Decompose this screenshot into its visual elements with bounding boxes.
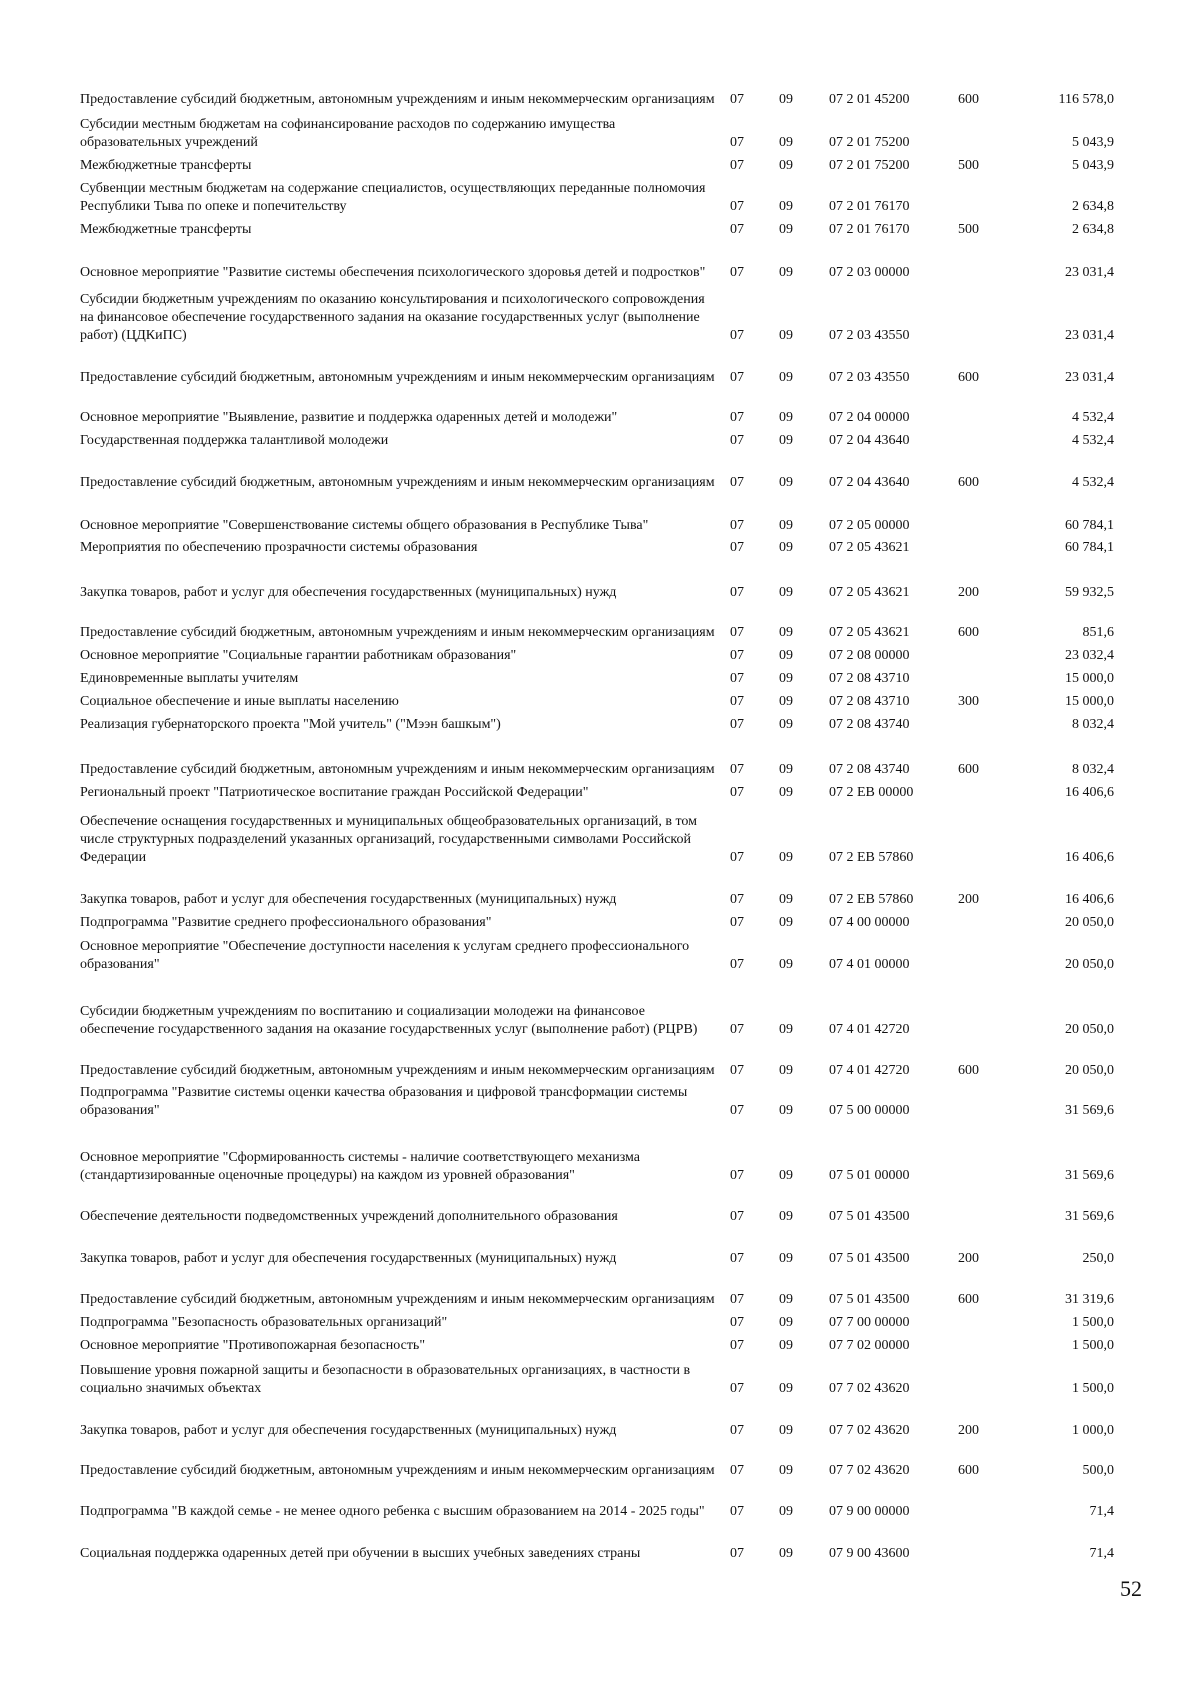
row-target-item: 07 5 01 43500 (829, 1292, 910, 1307)
table-row (0, 1483, 1200, 1563)
row-name: Подпрограмма "Развитие среднего профессионального образования" (80, 915, 492, 930)
row-section: 07 (730, 433, 744, 448)
row-amount: 5 043,9 (1072, 158, 1114, 173)
row-name: Предоставление субсидий бюджетным, автономным учреждениям и иным некоммерческим организациям (80, 625, 715, 640)
row-target-item: 07 2 EB 00000 (829, 785, 914, 800)
row-subsection: 09 (779, 433, 793, 448)
row-expense-type: 600 (958, 370, 979, 385)
row-subsection: 09 (779, 518, 793, 533)
row-amount: 15 000,0 (1065, 694, 1114, 709)
row-subsection: 09 (779, 265, 793, 280)
row-target-item: 07 7 00 00000 (829, 1315, 910, 1330)
row-subsection: 09 (779, 1251, 793, 1266)
row-amount: 31 569,6 (1065, 1168, 1114, 1183)
row-target-item: 07 2 04 43640 (829, 433, 910, 448)
row-target-item: 07 2 EB 57860 (829, 892, 914, 907)
row-amount: 20 050,0 (1065, 1022, 1114, 1037)
row-subsection: 09 (779, 585, 793, 600)
row-section: 07 (730, 158, 744, 173)
row-subsection: 09 (779, 1504, 793, 1519)
row-name: Закупка товаров, работ и услуг для обеспечения государственных (муниципальных) нужд (80, 1251, 617, 1266)
row-subsection: 09 (779, 1546, 793, 1561)
row-amount: 1 500,0 (1072, 1381, 1114, 1396)
row-section: 07 (730, 410, 744, 425)
row-target-item: 07 4 01 00000 (829, 957, 910, 972)
row-section: 07 (730, 1504, 744, 1519)
row-subsection: 09 (779, 762, 793, 777)
row-section: 07 (730, 1168, 744, 1183)
row-subsection: 09 (779, 410, 793, 425)
row-target-item: 07 2 05 43621 (829, 625, 910, 640)
row-target-item: 07 2 01 75200 (829, 158, 910, 173)
row-amount: 59 932,5 (1065, 585, 1114, 600)
row-amount: 4 532,4 (1072, 410, 1114, 425)
row-subsection: 09 (779, 540, 793, 555)
row-amount: 23 031,4 (1065, 370, 1114, 385)
row-amount: 20 050,0 (1065, 1063, 1114, 1078)
row-section: 07 (730, 850, 744, 865)
row-subsection: 09 (779, 1063, 793, 1078)
row-amount: 1 500,0 (1072, 1338, 1114, 1353)
row-subsection: 09 (779, 135, 793, 150)
row-name: Основное мероприятие "Сформированность системы - наличие соответствующего механизма (стандартизированные оценочные процедуры) на каждом из уровней образования" (80, 1150, 641, 1183)
row-amount: 1 500,0 (1072, 1315, 1114, 1330)
row-name: Субсидии бюджетным учреждениям по воспитанию и социализации молодежи на финансовое обеспечение государственного задания на оказание государственных услуг (выполнение работ) (РЦРВ) (80, 1004, 698, 1037)
row-target-item: 07 2 08 43740 (829, 717, 910, 732)
row-expense-type: 600 (958, 625, 979, 640)
row-section: 07 (730, 785, 744, 800)
row-subsection: 09 (779, 222, 793, 237)
row-target-item: 07 5 01 43500 (829, 1251, 910, 1266)
row-amount: 4 532,4 (1072, 433, 1114, 448)
row-amount: 23 031,4 (1065, 265, 1114, 280)
row-section: 07 (730, 199, 744, 214)
row-section: 07 (730, 1463, 744, 1478)
row-name: Закупка товаров, работ и услуг для обеспечения государственных (муниципальных) нужд (80, 585, 617, 600)
row-target-item: 07 4 01 42720 (829, 1022, 910, 1037)
row-section: 07 (730, 1423, 744, 1438)
row-name: Межбюджетные трансферты (80, 222, 252, 237)
row-subsection: 09 (779, 785, 793, 800)
row-section: 07 (730, 265, 744, 280)
page-number: 52 (1120, 1576, 1142, 1601)
row-target-item: 07 7 02 43620 (829, 1381, 910, 1396)
row-section: 07 (730, 892, 744, 907)
row-amount: 16 406,6 (1065, 892, 1114, 907)
row-section: 07 (730, 1292, 744, 1307)
row-expense-type: 300 (958, 694, 979, 709)
row-expense-type: 500 (958, 222, 979, 237)
row-target-item: 07 5 00 00000 (829, 1103, 910, 1118)
row-section: 07 (730, 625, 744, 640)
row-target-item: 07 2 EB 57860 (829, 850, 914, 865)
row-subsection: 09 (779, 694, 793, 709)
row-amount: 71,4 (1089, 1504, 1114, 1519)
row-name: Предоставление субсидий бюджетным, автономным учреждениям и иным некоммерческим организациям (80, 92, 715, 107)
row-amount: 4 532,4 (1072, 475, 1114, 490)
row-target-item: 07 2 08 43710 (829, 694, 910, 709)
row-name: Закупка товаров, работ и услуг для обеспечения государственных (муниципальных) нужд (80, 1423, 617, 1438)
row-name: Предоставление субсидий бюджетным, автономным учреждениям и иным некоммерческим организациям (80, 1292, 715, 1307)
row-subsection: 09 (779, 892, 793, 907)
row-subsection: 09 (779, 957, 793, 972)
row-target-item: 07 2 05 43621 (829, 585, 910, 600)
row-subsection: 09 (779, 1338, 793, 1353)
row-target-item: 07 2 01 76170 (829, 199, 910, 214)
row-name: Подпрограмма "Развитие системы оценки качества образования и цифровой трансформации системы образования" (80, 1085, 688, 1118)
row-amount: 250,0 (1082, 1251, 1114, 1266)
row-expense-type: 200 (958, 1251, 979, 1266)
row-subsection: 09 (779, 1022, 793, 1037)
row-target-item: 07 2 03 00000 (829, 265, 910, 280)
row-subsection: 09 (779, 1292, 793, 1307)
row-name: Субсидии бюджетным учреждениям по оказанию консультирования и психологического сопровождения на финансовое обеспечение государственного задания на оказание государственных услуг (выполнение работ) (ЦДКиПС) (80, 292, 705, 343)
row-target-item: 07 4 00 00000 (829, 915, 910, 930)
row-target-item: 07 2 05 43621 (829, 540, 910, 555)
row-subsection: 09 (779, 625, 793, 640)
row-section: 07 (730, 762, 744, 777)
row-amount: 23 032,4 (1065, 648, 1114, 663)
row-amount: 23 031,4 (1065, 328, 1114, 343)
row-name: Основное мероприятие "Обеспечение доступности населения к услугам среднего профессионального образования" (80, 939, 690, 972)
row-section: 07 (730, 1546, 744, 1561)
row-expense-type: 600 (958, 762, 979, 777)
row-amount: 2 634,8 (1072, 199, 1114, 214)
row-subsection: 09 (779, 328, 793, 343)
row-target-item: 07 2 05 00000 (829, 518, 910, 533)
row-target-item: 07 2 08 00000 (829, 648, 910, 663)
row-amount: 60 784,1 (1065, 518, 1114, 533)
row-subsection: 09 (779, 648, 793, 663)
row-amount: 20 050,0 (1065, 957, 1114, 972)
row-section: 07 (730, 648, 744, 663)
row-expense-type: 600 (958, 1463, 979, 1478)
row-target-item: 07 2 04 00000 (829, 410, 910, 425)
row-target-item: 07 9 00 43600 (829, 1546, 910, 1561)
row-subsection: 09 (779, 158, 793, 173)
row-target-item: 07 2 01 45200 (829, 92, 910, 107)
row-target-item: 07 5 01 00000 (829, 1168, 910, 1183)
row-section: 07 (730, 540, 744, 555)
row-section: 07 (730, 518, 744, 533)
row-amount: 31 319,6 (1065, 1292, 1114, 1307)
row-target-item: 07 7 02 43620 (829, 1423, 910, 1438)
row-section: 07 (730, 328, 744, 343)
row-amount: 16 406,6 (1065, 850, 1114, 865)
row-name: Предоставление субсидий бюджетным, автономным учреждениям и иным некоммерческим организациям (80, 475, 715, 490)
row-subsection: 09 (779, 915, 793, 930)
row-target-item: 07 4 01 42720 (829, 1063, 910, 1078)
row-section: 07 (730, 475, 744, 490)
row-expense-type: 600 (958, 475, 979, 490)
row-subsection: 09 (779, 1381, 793, 1396)
row-amount: 851,6 (1082, 625, 1114, 640)
row-name: Субвенции местным бюджетам на содержание специалистов, осуществляющих переданные полномочия Республики Тыва по опеке и попечительству (80, 181, 706, 214)
row-name: Предоставление субсидий бюджетным, автономным учреждениям и иным некоммерческим организациям (80, 762, 715, 777)
row-section: 07 (730, 585, 744, 600)
row-target-item: 07 2 03 43550 (829, 328, 910, 343)
row-subsection: 09 (779, 671, 793, 686)
row-amount: 1 000,0 (1072, 1423, 1114, 1438)
row-expense-type: 200 (958, 892, 979, 907)
row-section: 07 (730, 370, 744, 385)
row-target-item: 07 2 03 43550 (829, 370, 910, 385)
row-name: Основное мероприятие "Совершенствование системы общего образования в Республике Тыва" (80, 518, 649, 533)
row-subsection: 09 (779, 850, 793, 865)
row-name: Обеспечение деятельности подведомственных учреждений дополнительного образования (80, 1209, 618, 1224)
row-subsection: 09 (779, 1315, 793, 1330)
row-section: 07 (730, 671, 744, 686)
row-name: Подпрограмма "В каждой семье - не менее одного ребенка с высшим образованием на 2014 - 2025 годы" (80, 1504, 705, 1519)
row-amount: 71,4 (1089, 1546, 1114, 1561)
row-subsection: 09 (779, 370, 793, 385)
row-target-item: 07 2 08 43740 (829, 762, 910, 777)
row-target-item: 07 7 02 43620 (829, 1463, 910, 1478)
row-target-item: 07 9 00 00000 (829, 1504, 910, 1519)
row-name: Государственная поддержка талантливой молодежи (80, 433, 389, 448)
row-subsection: 09 (779, 1209, 793, 1224)
row-target-item: 07 7 02 00000 (829, 1338, 910, 1353)
row-expense-type: 600 (958, 1292, 979, 1307)
row-amount: 500,0 (1082, 1463, 1114, 1478)
row-name: Предоставление субсидий бюджетным, автономным учреждениям и иным некоммерческим организациям (80, 1063, 715, 1078)
row-name: Предоставление субсидий бюджетным, автономным учреждениям и иным некоммерческим организациям (80, 1463, 715, 1478)
row-amount: 8 032,4 (1072, 762, 1114, 777)
row-name: Межбюджетные трансферты (80, 158, 252, 173)
row-name: Субсидии местным бюджетам на софинансирование расходов по содержанию имущества образовательных учреждений (80, 117, 616, 150)
row-section: 07 (730, 1338, 744, 1353)
row-section: 07 (730, 1381, 744, 1396)
row-target-item: 07 5 01 43500 (829, 1209, 910, 1224)
row-subsection: 09 (779, 1463, 793, 1478)
row-subsection: 09 (779, 717, 793, 732)
row-section: 07 (730, 1022, 744, 1037)
row-name: Региональный проект "Патриотическое воспитание граждан Российской Федерации" (80, 785, 589, 800)
row-section: 07 (730, 222, 744, 237)
row-subsection: 09 (779, 1423, 793, 1438)
row-section: 07 (730, 1209, 744, 1224)
row-amount: 31 569,6 (1065, 1103, 1114, 1118)
row-target-item: 07 2 01 75200 (829, 135, 910, 150)
row-amount: 60 784,1 (1065, 540, 1114, 555)
row-amount: 2 634,8 (1072, 222, 1114, 237)
row-subsection: 09 (779, 1168, 793, 1183)
row-target-item: 07 2 01 76170 (829, 222, 910, 237)
row-amount: 8 032,4 (1072, 717, 1114, 732)
row-section: 07 (730, 1315, 744, 1330)
row-section: 07 (730, 957, 744, 972)
row-section: 07 (730, 1063, 744, 1078)
row-amount: 15 000,0 (1065, 671, 1114, 686)
row-subsection: 09 (779, 199, 793, 214)
row-expense-type: 200 (958, 585, 979, 600)
row-amount: 31 569,6 (1065, 1209, 1114, 1224)
row-amount: 16 406,6 (1065, 785, 1114, 800)
row-section: 07 (730, 694, 744, 709)
row-name: Единовременные выплаты учителям (80, 671, 299, 686)
row-name: Мероприятия по обеспечению прозрачности системы образования (80, 540, 478, 555)
row-amount: 20 050,0 (1065, 915, 1114, 930)
row-expense-type: 200 (958, 1423, 979, 1438)
row-section: 07 (730, 92, 744, 107)
row-subsection: 09 (779, 475, 793, 490)
row-subsection: 09 (779, 1103, 793, 1118)
row-expense-type: 500 (958, 158, 979, 173)
row-name: Основное мероприятие "Развитие системы обеспечения психологического здоровья детей и подростков" (80, 265, 706, 280)
row-amount: 116 578,0 (1058, 92, 1114, 107)
row-subsection: 09 (779, 92, 793, 107)
row-name: Основное мероприятие "Социальные гарантии работникам образования" (80, 648, 517, 663)
row-section: 07 (730, 1103, 744, 1118)
row-section: 07 (730, 717, 744, 732)
row-section: 07 (730, 135, 744, 150)
row-expense-type: 600 (958, 92, 979, 107)
row-name: Основное мероприятие "Противопожарная безопасность" (80, 1338, 426, 1353)
row-target-item: 07 2 04 43640 (829, 475, 910, 490)
row-section: 07 (730, 1251, 744, 1266)
row-name: Подпрограмма "Безопасность образовательных организаций" (80, 1315, 448, 1330)
row-name: Обеспечение оснащения государственных и муниципальных общеобразовательных организаций, в том числе структурных подразделений указанных организаций, государственными символами Российской Федерации (80, 814, 698, 865)
row-name: Основное мероприятие "Выявление, развитие и поддержка одаренных детей и молодежи" (80, 410, 618, 425)
row-name: Социальная поддержка одаренных детей при обучении в высших учебных заведениях страны (80, 1546, 641, 1561)
row-amount: 5 043,9 (1072, 135, 1114, 150)
row-section: 07 (730, 915, 744, 930)
row-name: Закупка товаров, работ и услуг для обеспечения государственных (муниципальных) нужд (80, 892, 617, 907)
row-target-item: 07 2 08 43710 (829, 671, 910, 686)
row-name: Повышение уровня пожарной защиты и безопасности в образовательных организациях, в частности в социально значимых объектах (80, 1363, 691, 1396)
row-name: Социальное обеспечение и иные выплаты населению (80, 694, 399, 709)
row-expense-type: 600 (958, 1063, 979, 1078)
row-name: Реализация губернаторского проекта "Мой учитель" ("Мээн башкым") (80, 717, 501, 732)
row-name: Предоставление субсидий бюджетным, автономным учреждениям и иным некоммерческим организациям (80, 370, 715, 385)
